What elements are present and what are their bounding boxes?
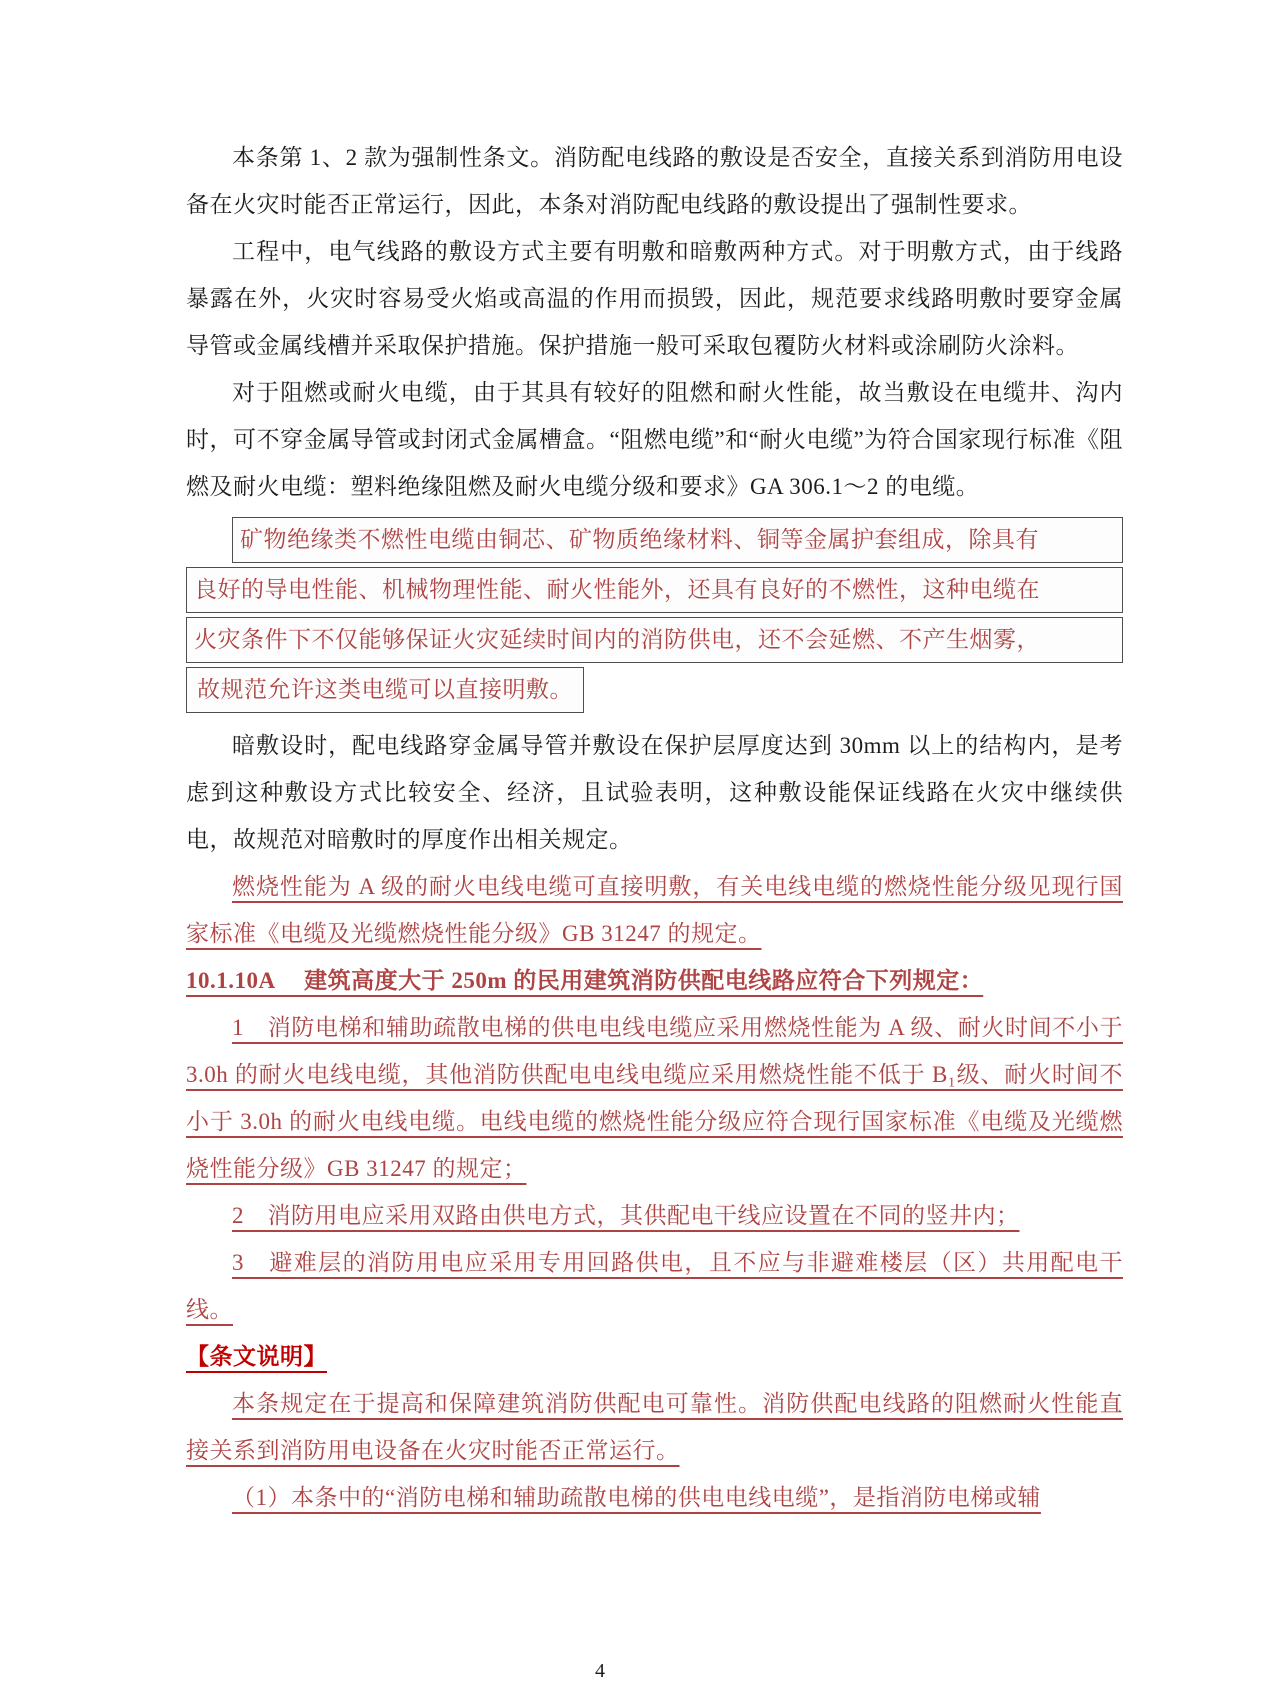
paragraph-explanation-elevator-cable: （1）本条中的“消防电梯和辅助疏散电梯的供电电线电缆”，是指消防电梯或辅 [232,1485,1041,1510]
page-number: 4 [595,1660,605,1682]
clause-item-3: 3 避难层的消防用电应采用专用回路供电，且不应与非避难楼层（区）共用配电干线。 [186,1250,1123,1322]
boxed-annotation-line: 良好的导电性能、机械物理性能、耐火性能外，还具有良好的不燃性，这种电缆在 [186,567,1123,613]
paragraph-class-a-cable: 燃烧性能为 A 级的耐火电线电缆可直接明敷，有关电线电缆的燃烧性能分级见现行国家标准《电缆及光缆燃烧性能分级》GB 31247 的规定。 [186,874,1123,946]
clause-item-2: 2 消防用电应采用双路由供电方式，其供配电干线应设置在不同的竖井内； [232,1203,1020,1228]
boxed-annotation-line: 故规范允许这类电缆可以直接明敷。 [186,667,584,713]
clause-item-1: 1 消防电梯和辅助疏散电梯的供电电线电缆应采用燃烧性能为 A 级、耐火时间不小于 3.0h 的耐火电线电缆，其他消防供配电电线电缆应采用燃烧性能不低于 B₁级、耐火时间不小于 3.0h 的耐火电线电缆。电线电缆的燃烧性能分级应符合现行国家标准《电缆及光缆燃烧性能分级》GB 31247 的规定； [186,1015,1123,1181]
paragraph-explanation-reliability: 本条规定在于提高和保障建筑消防供配电可靠性。消防供配电线路的阻燃耐火性能直接关系到消防用电设备在火灾时能否正常运行。 [186,1391,1123,1463]
paragraph-wiring-methods: 工程中，电气线路的敷设方式主要有明敷和暗敷两种方式。对于明敷方式，由于线路暴露在外，火灾时容易受火焰或高温的作用而损毁，因此，规范要求线路明敷时要穿金属导管或金属线槽并采取保护措施。保护措施一般可采取包覆防火材料或涂刷防火涂料。 [186,239,1123,358]
explanation-heading: 【条文说明】 [186,1344,327,1369]
paragraph-flame-retardant-cable: 对于阻燃或耐火电缆，由于其具有较好的阻燃和耐火性能，故当敷设在电缆井、沟内时，可不穿金属导管或封闭式金属槽盒。“阻燃电缆”和“耐火电缆”为符合国家现行标准《阻燃及耐火电缆：塑料绝缘阻燃及耐火电缆分级和要求》GA 306.1～2 的电缆。 [186,380,1123,499]
paragraph-mandatory-clause: 本条第 1、2 款为强制性条文。消防配电线路的敷设是否安全，直接关系到消防用电设备在火灾时能否正常运行，因此，本条对消防配电线路的敷设提出了强制性要求。 [186,145,1123,217]
boxed-annotation-line: 矿物绝缘类不燃性电缆由铜芯、矿物质绝缘材料、铜等金属护套组成，除具有 [232,517,1123,563]
paragraph-concealed-laying: 暗敷设时，配电线路穿金属导管并敷设在保护层厚度达到 30mm 以上的结构内，是考虑到这种敷设方式比较安全、经济，且试验表明，这种敷设能保证线路在火灾中继续供电，故规范对暗敷时的厚度作出相关规定。 [186,733,1123,852]
page-content [186,134,1123,1521]
boxed-annotation-line: 火灾条件下不仅能够保证火灾延续时间内的消防供电，还不会延燃、不产生烟雾， [186,617,1123,663]
clause-heading-10-1-10a: 10.1.10A 建筑高度大于 250m 的民用建筑消防供配电线路应符合下列规定： [186,968,984,993]
boxed-annotation-group [186,517,1123,713]
